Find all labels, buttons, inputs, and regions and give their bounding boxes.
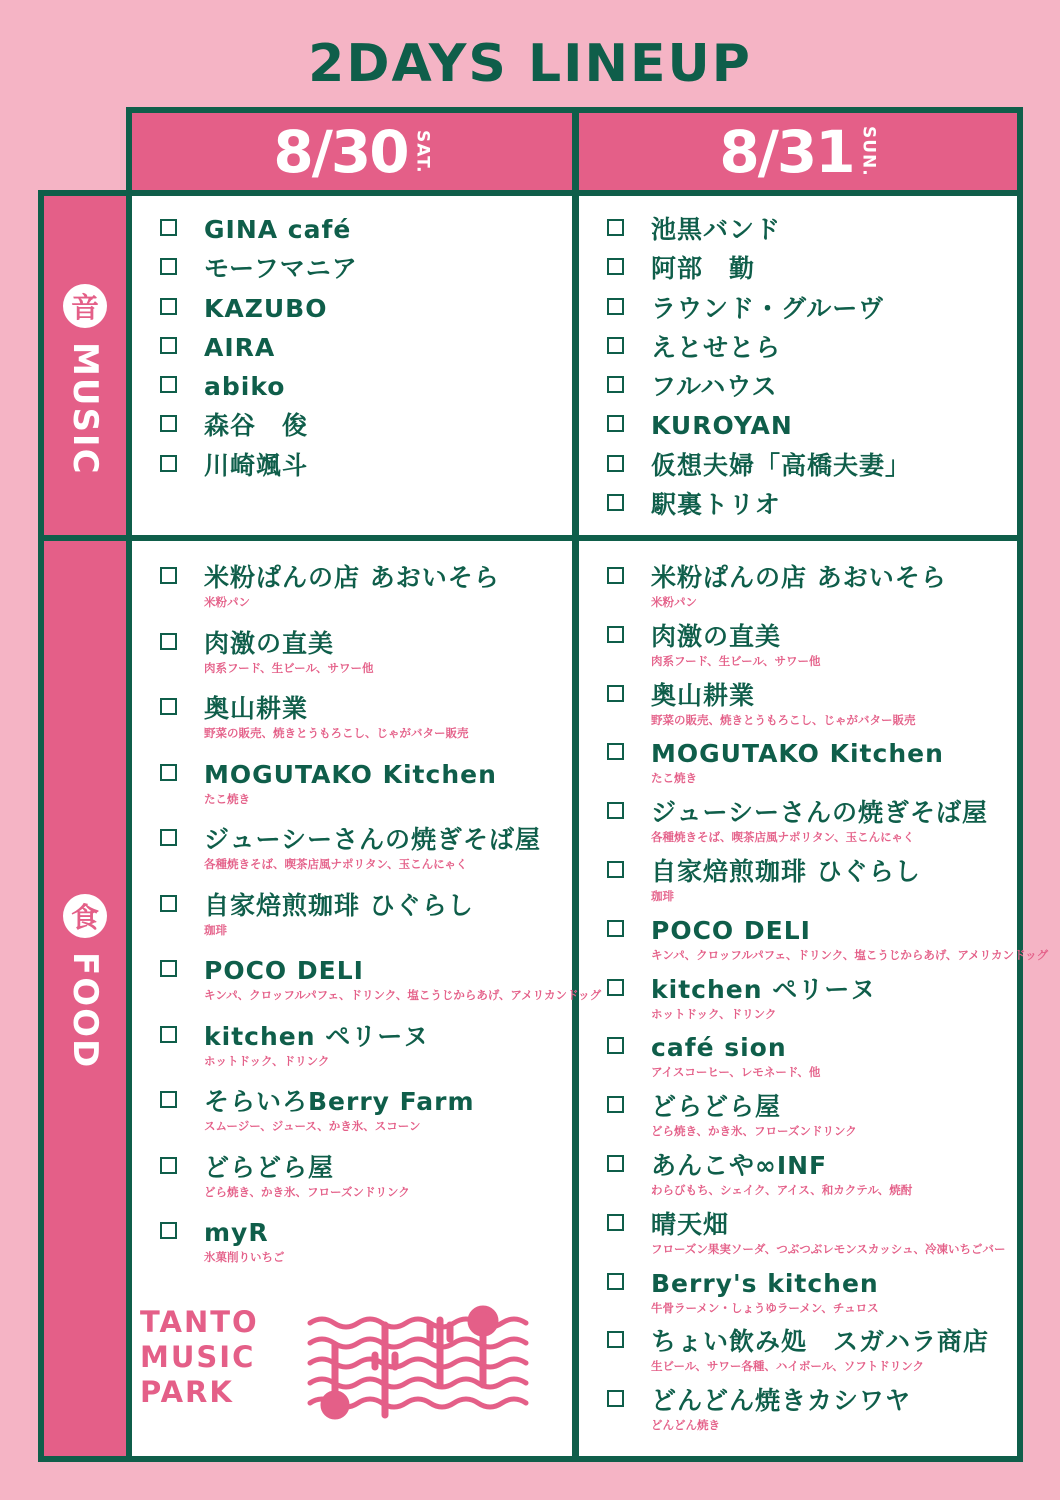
- shop-name: MOGUTAKO Kitchen: [204, 759, 497, 789]
- shop-description: 各種焼きそば、喫茶店風ナポリタン、玉こんにゃく: [651, 830, 915, 845]
- checkbox[interactable]: [160, 1091, 177, 1108]
- lineup-item: [607, 411, 911, 450]
- music-label: MUSIC: [65, 342, 105, 476]
- checkbox[interactable]: [607, 1037, 624, 1054]
- checkbox[interactable]: [607, 979, 624, 996]
- shop-description: 米粉パン: [204, 595, 250, 609]
- shop-name: Berry's kitchen: [651, 1268, 879, 1298]
- checkbox[interactable]: [607, 1214, 624, 1231]
- checkbox[interactable]: [607, 1273, 624, 1290]
- day2-date: 8/31: [719, 117, 854, 186]
- shop-name: kitchen ペリーヌ: [651, 974, 877, 1004]
- lineup-item: [607, 1327, 1048, 1386]
- food-category: [44, 894, 126, 1069]
- lineup-item: [607, 372, 911, 411]
- checkbox[interactable]: [160, 895, 177, 912]
- artist-name: 池黒バンド: [651, 215, 782, 244]
- checkbox[interactable]: [160, 298, 177, 315]
- shop-description: キンパ、クロッフルパフェ、ドリンク、塩こうじからあげ、アメリカンドッグ: [651, 947, 1049, 962]
- artist-name: ラウンド・グルーヴ: [651, 293, 885, 323]
- shop-description: 珈琲: [651, 888, 674, 903]
- checkbox[interactable]: [607, 920, 624, 937]
- artist-name: KAZUBO: [204, 293, 328, 323]
- checkbox[interactable]: [160, 1026, 177, 1043]
- day2-weekday: SUN.: [858, 126, 879, 177]
- lineup-item: [607, 563, 1048, 622]
- shop-name: MOGUTAKO Kitchen: [651, 739, 944, 769]
- artist-name: GINA café: [204, 215, 352, 244]
- lineup-item: [607, 1386, 1048, 1445]
- shop-description: どんどん焼き: [651, 1418, 720, 1433]
- artist-name: 森谷 俊: [204, 411, 309, 441]
- music-category: [44, 284, 126, 476]
- shop-description: ホットドック、ドリンク: [651, 1006, 777, 1021]
- page-title: 2DAYS LINEUP: [308, 34, 752, 94]
- lineup-item: [160, 254, 358, 293]
- shop-description: 珈琲: [204, 922, 227, 937]
- checkbox[interactable]: [160, 698, 177, 715]
- checkbox[interactable]: [160, 960, 177, 977]
- shop-description: わらびもち、シェイク、アイス、和カクテル、焼酎: [651, 1182, 913, 1197]
- lineup-item: [607, 916, 1048, 975]
- lineup-item: [160, 333, 358, 372]
- lineup-item: [160, 411, 358, 450]
- shop-description: 氷菓削りいちご: [204, 1250, 285, 1264]
- checkbox[interactable]: [160, 219, 177, 236]
- lineup-item: [607, 622, 1048, 681]
- food-label: FOOD: [65, 952, 105, 1070]
- artist-name: えとせとら: [651, 332, 782, 362]
- checkbox[interactable]: [607, 376, 624, 393]
- shop-description: たこ焼き: [651, 771, 697, 786]
- checkbox[interactable]: [607, 415, 624, 432]
- shop-description: 肉系フード、生ビール、サワー他: [651, 653, 821, 668]
- checkbox[interactable]: [607, 258, 624, 275]
- food-day1-list: [160, 563, 601, 1284]
- lineup-item: [607, 1092, 1048, 1151]
- checkbox[interactable]: [607, 1155, 624, 1172]
- lineup-item: [160, 891, 601, 957]
- food-icon: 食: [63, 894, 107, 938]
- artist-name: AIRA: [204, 332, 276, 362]
- checkbox[interactable]: [160, 764, 177, 781]
- shop-name: そらいろBerry Farm: [204, 1087, 475, 1116]
- logo-line: PARK: [140, 1375, 234, 1409]
- checkbox[interactable]: [160, 455, 177, 472]
- lineup-item: [160, 1087, 601, 1153]
- shop-name: 自家焙煎珈琲 ひぐらし: [204, 890, 474, 920]
- checkbox[interactable]: [607, 1331, 624, 1348]
- checkbox[interactable]: [607, 626, 624, 643]
- artist-name: 川崎颯斗: [204, 450, 309, 480]
- lineup-item: [160, 294, 358, 333]
- checkbox[interactable]: [160, 633, 177, 650]
- lineup-item: [160, 825, 601, 891]
- tanto-music-park-logo: [140, 1305, 530, 1425]
- shop-name: café sion: [651, 1033, 787, 1063]
- shop-description: たこ焼き: [204, 791, 250, 806]
- lineup-item: [160, 563, 601, 629]
- artist-name: 阿部 勤: [651, 254, 756, 284]
- shop-name: あんこや∞INF: [651, 1150, 828, 1180]
- shop-name: 肉激の直美: [204, 628, 335, 658]
- lineup-item: [607, 739, 1048, 798]
- lineup-item: [607, 451, 911, 490]
- lineup-item: [607, 1151, 1048, 1210]
- artist-name: KUROYAN: [651, 411, 793, 441]
- day1-date: 8/30: [273, 117, 408, 186]
- shop-name: 肉激の直美: [651, 621, 782, 651]
- lineup-item: [607, 798, 1048, 857]
- checkbox[interactable]: [607, 1390, 624, 1407]
- shop-description: 各種焼きそば、喫茶店風ナポリタン、玉こんにゃく: [204, 857, 468, 871]
- lineup-item: [607, 490, 911, 529]
- shop-name: どんどん焼きカシワヤ: [651, 1386, 912, 1416]
- lineup-item: [607, 857, 1048, 916]
- lineup-item: [160, 629, 601, 695]
- checkbox[interactable]: [607, 298, 624, 315]
- checkbox[interactable]: [607, 861, 624, 878]
- shop-name: kitchen ペリーヌ: [204, 1021, 430, 1051]
- shop-name: 晴天畑: [651, 1209, 730, 1239]
- shop-name: ちょい飲み処 スガハラ商店: [651, 1327, 990, 1357]
- lineup-item: [160, 215, 358, 254]
- lineup-item: [607, 333, 911, 372]
- checkbox[interactable]: [607, 219, 624, 236]
- checkbox[interactable]: [607, 494, 624, 511]
- shop-description: アイスコーヒー、レモネード、他: [651, 1065, 821, 1080]
- checkbox[interactable]: [160, 829, 177, 846]
- checkbox[interactable]: [607, 743, 624, 760]
- music-icon: 音: [63, 284, 107, 328]
- lineup-item: [160, 451, 358, 490]
- day1-label: [132, 113, 572, 190]
- artist-name: abiko: [204, 372, 286, 402]
- checkbox[interactable]: [160, 376, 177, 393]
- logo-line: TANTO: [140, 1305, 259, 1339]
- shop-description: どら焼き、かき氷、フローズンドリンク: [204, 1184, 410, 1199]
- lineup-item: [160, 694, 601, 760]
- lineup-item: [160, 1022, 601, 1088]
- lineup-item: [160, 372, 358, 411]
- day2-label: [579, 113, 1017, 190]
- checkbox[interactable]: [607, 685, 624, 702]
- music-day2-list: [607, 215, 911, 529]
- food-day2-list: [607, 563, 1048, 1445]
- day1-weekday: SAT.: [412, 129, 433, 174]
- lineup-item: [160, 956, 601, 1022]
- checkbox[interactable]: [160, 1222, 177, 1239]
- artist-name: 駅裏トリオ: [651, 490, 781, 520]
- shop-name: POCO DELI: [204, 956, 364, 985]
- checkbox[interactable]: [160, 258, 177, 275]
- lineup-item: [607, 975, 1048, 1034]
- music-day1-list: [160, 215, 358, 490]
- artist-name: モーフマニア: [204, 254, 358, 284]
- shop-name: myR: [204, 1218, 269, 1247]
- shop-description: フローズン果実ソーダ、つぶつぶレモンスカッシュ、冷凍いちごバー: [651, 1241, 1006, 1256]
- shop-description: ホットドック、ドリンク: [204, 1053, 330, 1068]
- shop-name: どらどら屋: [651, 1092, 782, 1122]
- logo-wave-graphic: [305, 1305, 530, 1425]
- lineup-item: [160, 760, 601, 826]
- shop-name: どらどら屋: [204, 1152, 335, 1182]
- shop-description: 野菜の販売、焼きとうもろこし、じゃがバター販売: [651, 712, 916, 727]
- checkbox[interactable]: [607, 337, 624, 354]
- shop-name: ジューシーさんの焼ぎそば屋: [651, 798, 989, 828]
- shop-name: 米粉ぱんの店 あおいそら: [651, 563, 947, 592]
- artist-name: 仮想夫婦「高橋夫妻」: [651, 450, 912, 480]
- shop-name: ジューシーさんの焼ぎそば屋: [204, 825, 542, 854]
- lineup-item: [160, 1153, 601, 1219]
- artist-name: フルハウス: [651, 372, 778, 402]
- shop-description: スムージー、ジュース、かき氷、スコーン: [204, 1119, 421, 1133]
- shop-name: 奥山耕業: [651, 680, 756, 710]
- lineup-item: [607, 1269, 1048, 1328]
- shop-description: 肉系フード、生ビール、サワー他: [204, 660, 374, 675]
- shop-name: 奥山耕業: [204, 694, 309, 723]
- shop-description: 生ビール、サワー各種、ハイボール、ソフトドリンク: [651, 1359, 925, 1374]
- shop-description: 野菜の販売、焼きとうもろこし、じゃがバター販売: [204, 726, 469, 740]
- checkbox[interactable]: [160, 415, 177, 432]
- checkbox[interactable]: [160, 337, 177, 354]
- shop-name: 米粉ぱんの店 あおいそら: [204, 563, 500, 592]
- checkbox[interactable]: [160, 1157, 177, 1174]
- lineup-item: [607, 254, 911, 293]
- lineup-item: [607, 1210, 1048, 1269]
- shop-description: どら焼き、かき氷、フローズンドリンク: [651, 1124, 857, 1139]
- checkbox[interactable]: [607, 802, 624, 819]
- lineup-item: [607, 294, 911, 333]
- shop-description: 米粉パン: [651, 595, 697, 609]
- shop-description: 牛骨ラーメン・しょうゆラーメン、チュロス: [651, 1300, 879, 1315]
- shop-name: POCO DELI: [651, 915, 811, 945]
- checkbox[interactable]: [607, 1096, 624, 1113]
- shop-name: 自家焙煎珈琲 ひぐらし: [651, 856, 921, 886]
- lineup-item: [607, 681, 1048, 740]
- lineup-item: [607, 1033, 1048, 1092]
- lineup-item: [160, 1218, 601, 1284]
- checkbox[interactable]: [607, 455, 624, 472]
- checkbox[interactable]: [160, 567, 177, 584]
- logo-text: [140, 1305, 259, 1410]
- logo-line: MUSIC: [140, 1340, 256, 1374]
- lineup-item: [607, 215, 911, 254]
- checkbox[interactable]: [607, 567, 624, 584]
- shop-description: キンパ、クロッフルパフェ、ドリンク、塩こうじからあげ、アメリカンドッグ: [204, 988, 602, 1002]
